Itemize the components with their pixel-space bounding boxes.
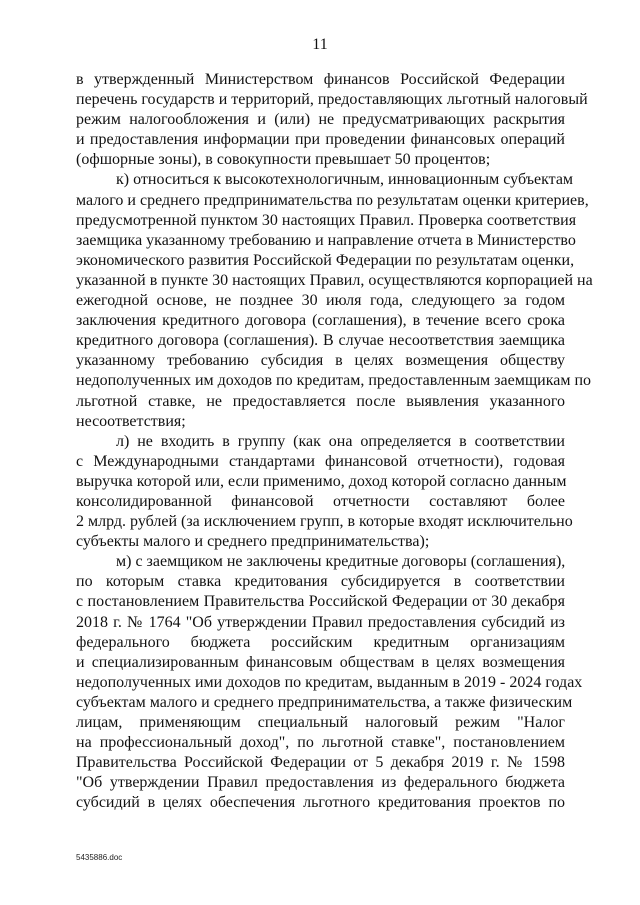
text-line: субъектам малого и среднего предпринимательства, а также физическим	[76, 693, 573, 711]
text-line: л) не входить в группу (как она определяется в соответствии	[116, 432, 565, 450]
text-line: на профессиональный доход", по льготной ставке", постановлением	[76, 734, 565, 752]
text-line: консолидированной финансовой отчетности составляют более	[76, 492, 565, 510]
text-line: кредитного договора (соглашения). В случае несоответствия заемщика	[76, 332, 565, 350]
text-line: перечень государств и территорий, предоставляющих льготный налоговый	[76, 91, 588, 109]
text-line: "Об утверждении Правил предоставления из федерального бюджета	[76, 774, 565, 792]
document-filename: 5435886.doc	[76, 853, 123, 862]
text-line: режим налогообложения и (или) не предусматривающих раскрытия	[76, 111, 565, 129]
text-line: лицам, применяющим специальный налоговый режим "Налог	[76, 714, 565, 731]
text-line: с Международными стандартами финансовой отчетности), годовая	[76, 452, 565, 470]
text-line: с постановлением Правительства Российской Федерации от 30 декабря	[76, 593, 565, 611]
text-line: в утвержденный Министерством финансов Российской Федерации	[76, 71, 565, 88]
text-line: 2 млрд. рублей (за исключением групп, в которые входят исключительно	[76, 513, 573, 531]
text-line: указанному требованию субсидия в целях возмещения обществу	[76, 352, 565, 370]
text-line: малого и среднего предпринимательства по результатам оценки критериев,	[76, 191, 589, 209]
text-line: заемщика указанному требованию и направление отчета в Министерство	[76, 231, 576, 249]
text-line: недополученных ими доходов по кредитам, выданным в 2019 - 2024 годах	[76, 673, 583, 691]
text-line: указанной в пункте 30 настоящих Правил, осуществляются корпорацией на	[76, 271, 593, 289]
text-line: и предоставления информации при проведении финансовых операций	[76, 131, 565, 149]
text-line: 2018 г. № 1764 "Об утверждении Правил предоставления субсидий из	[76, 613, 565, 631]
document-body	[76, 70, 593, 813]
text-line: заключения кредитного договора (соглашения), в течение всего срока	[76, 312, 565, 330]
text-line: и специализированным финансовым обществам в целях возмещения	[76, 653, 565, 671]
text-line: выручка которой или, если применимо, доход которой согласно данным	[76, 472, 567, 490]
text-line: федерального бюджета российским кредитным организациям	[76, 633, 565, 651]
text-line: субсидий в целях обеспечения льготного кредитования проектов по	[76, 794, 565, 812]
text-line: (офшорные зоны), в совокупности превышает 50 процентов;	[76, 151, 491, 169]
text-line: по которым ставка кредитования субсидируется в соответствии	[76, 573, 565, 591]
text-line: льготной ставке, не предоставляется после выявления указанного	[76, 392, 565, 410]
text-line: недополученных им доходов по кредитам, предоставленным заемщикам по	[76, 372, 592, 390]
text-line: субъекты малого и среднего предпринимательства);	[76, 533, 430, 551]
text-line: предусмотренной пунктом 30 настоящих Правил. Проверка соответствия	[76, 211, 577, 229]
text-line: ежегодной основе, не позднее 30 июля года, следующего за годом	[76, 292, 565, 310]
text-line: несоответствия;	[76, 412, 186, 430]
page-number: 11	[312, 36, 328, 53]
text-line: м) с заемщиком не заключены кредитные договоры (соглашения),	[116, 553, 566, 571]
text-line: к) относиться к высокотехнологичным, инновационным субъектам	[116, 171, 574, 189]
text-line: Правительства Российской Федерации от 5 декабря 2019 г. № 1598	[76, 754, 565, 772]
text-line: экономического развития Российской Федерации по результатам оценки,	[76, 251, 575, 269]
